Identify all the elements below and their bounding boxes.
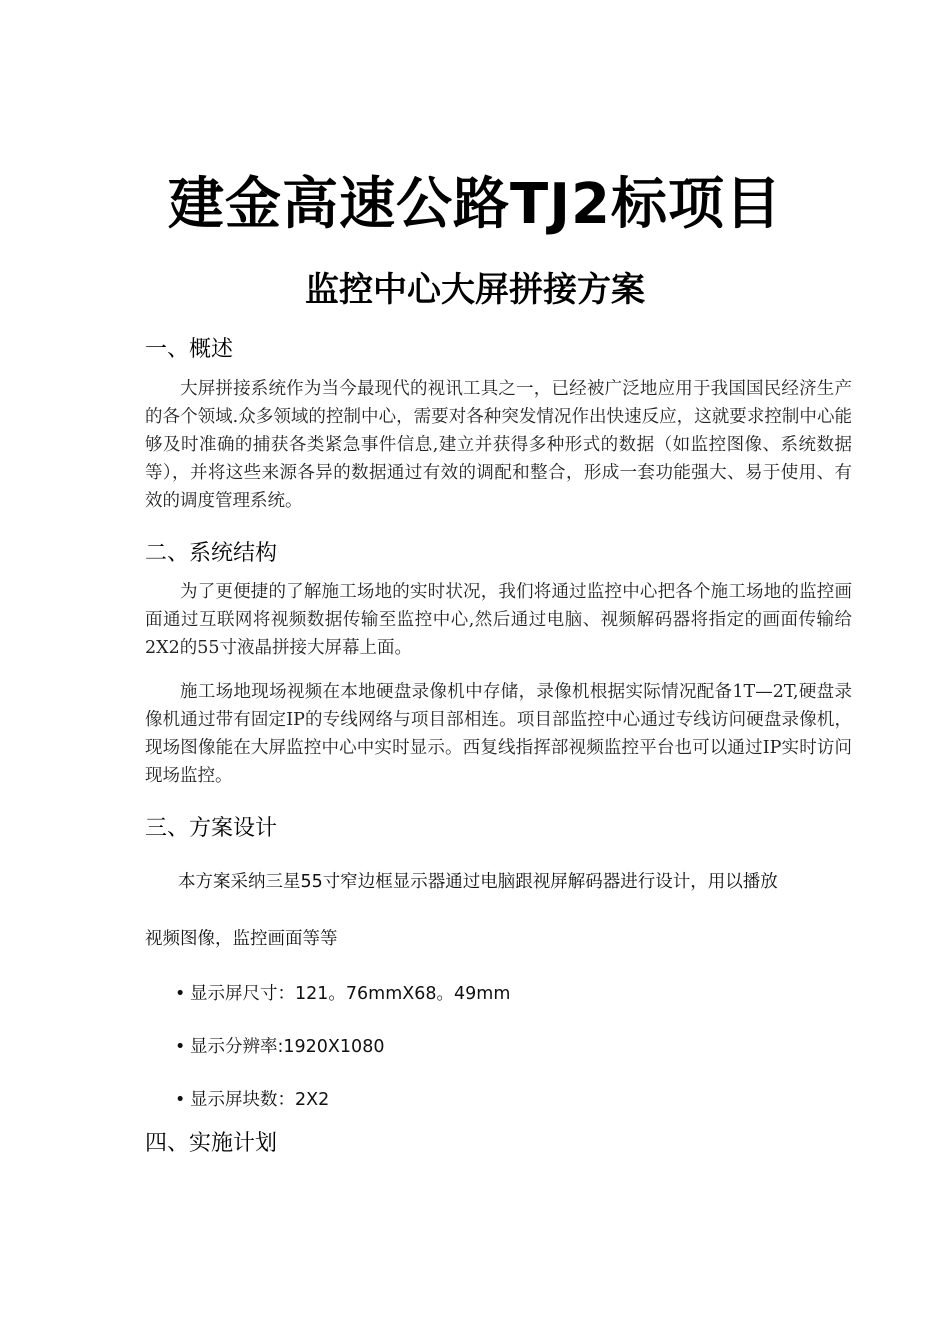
- bullet-icon: •: [175, 984, 186, 1004]
- section-heading-design: 三、方案设计: [145, 816, 278, 841]
- structure-paragraph-2: 施工场地现场视频在本地硬盘录像机中存储，录像机根据实际情况配备1T—2T,硬盘录像机通过带有固定IP的专线网络与项目部相连。项目部监控中心通过专线访问硬盘录像机，现场图像能在大屏监控中心中实时显示。西复线指挥部视频监控平台也可以通过IP实时访问现场监控。: [145, 682, 852, 786]
- bullet-text: 显示分辨率:1920X1080: [190, 1037, 385, 1057]
- bullet-text: 显示屏尺寸：121。76mmX68。49mm: [190, 984, 511, 1004]
- design-line-2: 视频图像，监控画面等等: [145, 929, 338, 949]
- bullet-icon: •: [175, 1037, 186, 1057]
- design-line-1: 本方案采纳三星55寸窄边框显示器通过电脑跟视屏解码器进行设计，用以播放: [178, 872, 778, 892]
- section-heading-plan: 四、实施计划: [145, 1131, 278, 1156]
- bullet-icon: •: [175, 1090, 186, 1110]
- structure-paragraph-1: 为了更便捷的了解施工场地的实时状况，我们将通过监控中心把各个施工场地的监控画面通过互联网将视频数据传输至监控中心,然后通过电脑、视频解码器将指定的画面传输给2X2的55寸液晶拼接大屏幕上面。: [145, 582, 852, 658]
- section-heading-overview: 一、概述: [145, 337, 234, 362]
- bullet-text: 显示屏块数：2X2: [190, 1090, 330, 1110]
- design-bullet-screen-count: [175, 1086, 329, 1111]
- document-title: 建金高速公路TJ2标项目: [168, 172, 782, 237]
- design-bullet-screen-size: [175, 980, 510, 1005]
- overview-paragraph: 大屏拼接系统作为当今最现代的视讯工具之一，已经被广泛地应用于我国国民经济生产的各个领域.众多领域的控制中心，需要对各种突发情况作出快速反应，这就要求控制中心能够及时准确的捕获各类紧急事件信息,建立并获得多种形式的数据（如监控图像、系统数据等），并将这些来源各异的数据通过有效的调配和整合，形成一套功能强大、易于使用、有效的调度管理系统。: [145, 379, 852, 511]
- design-bullet-resolution: [175, 1033, 384, 1058]
- section-heading-structure: 二、系统结构: [145, 541, 278, 566]
- document-subtitle: 监控中心大屏拼接方案: [305, 270, 645, 310]
